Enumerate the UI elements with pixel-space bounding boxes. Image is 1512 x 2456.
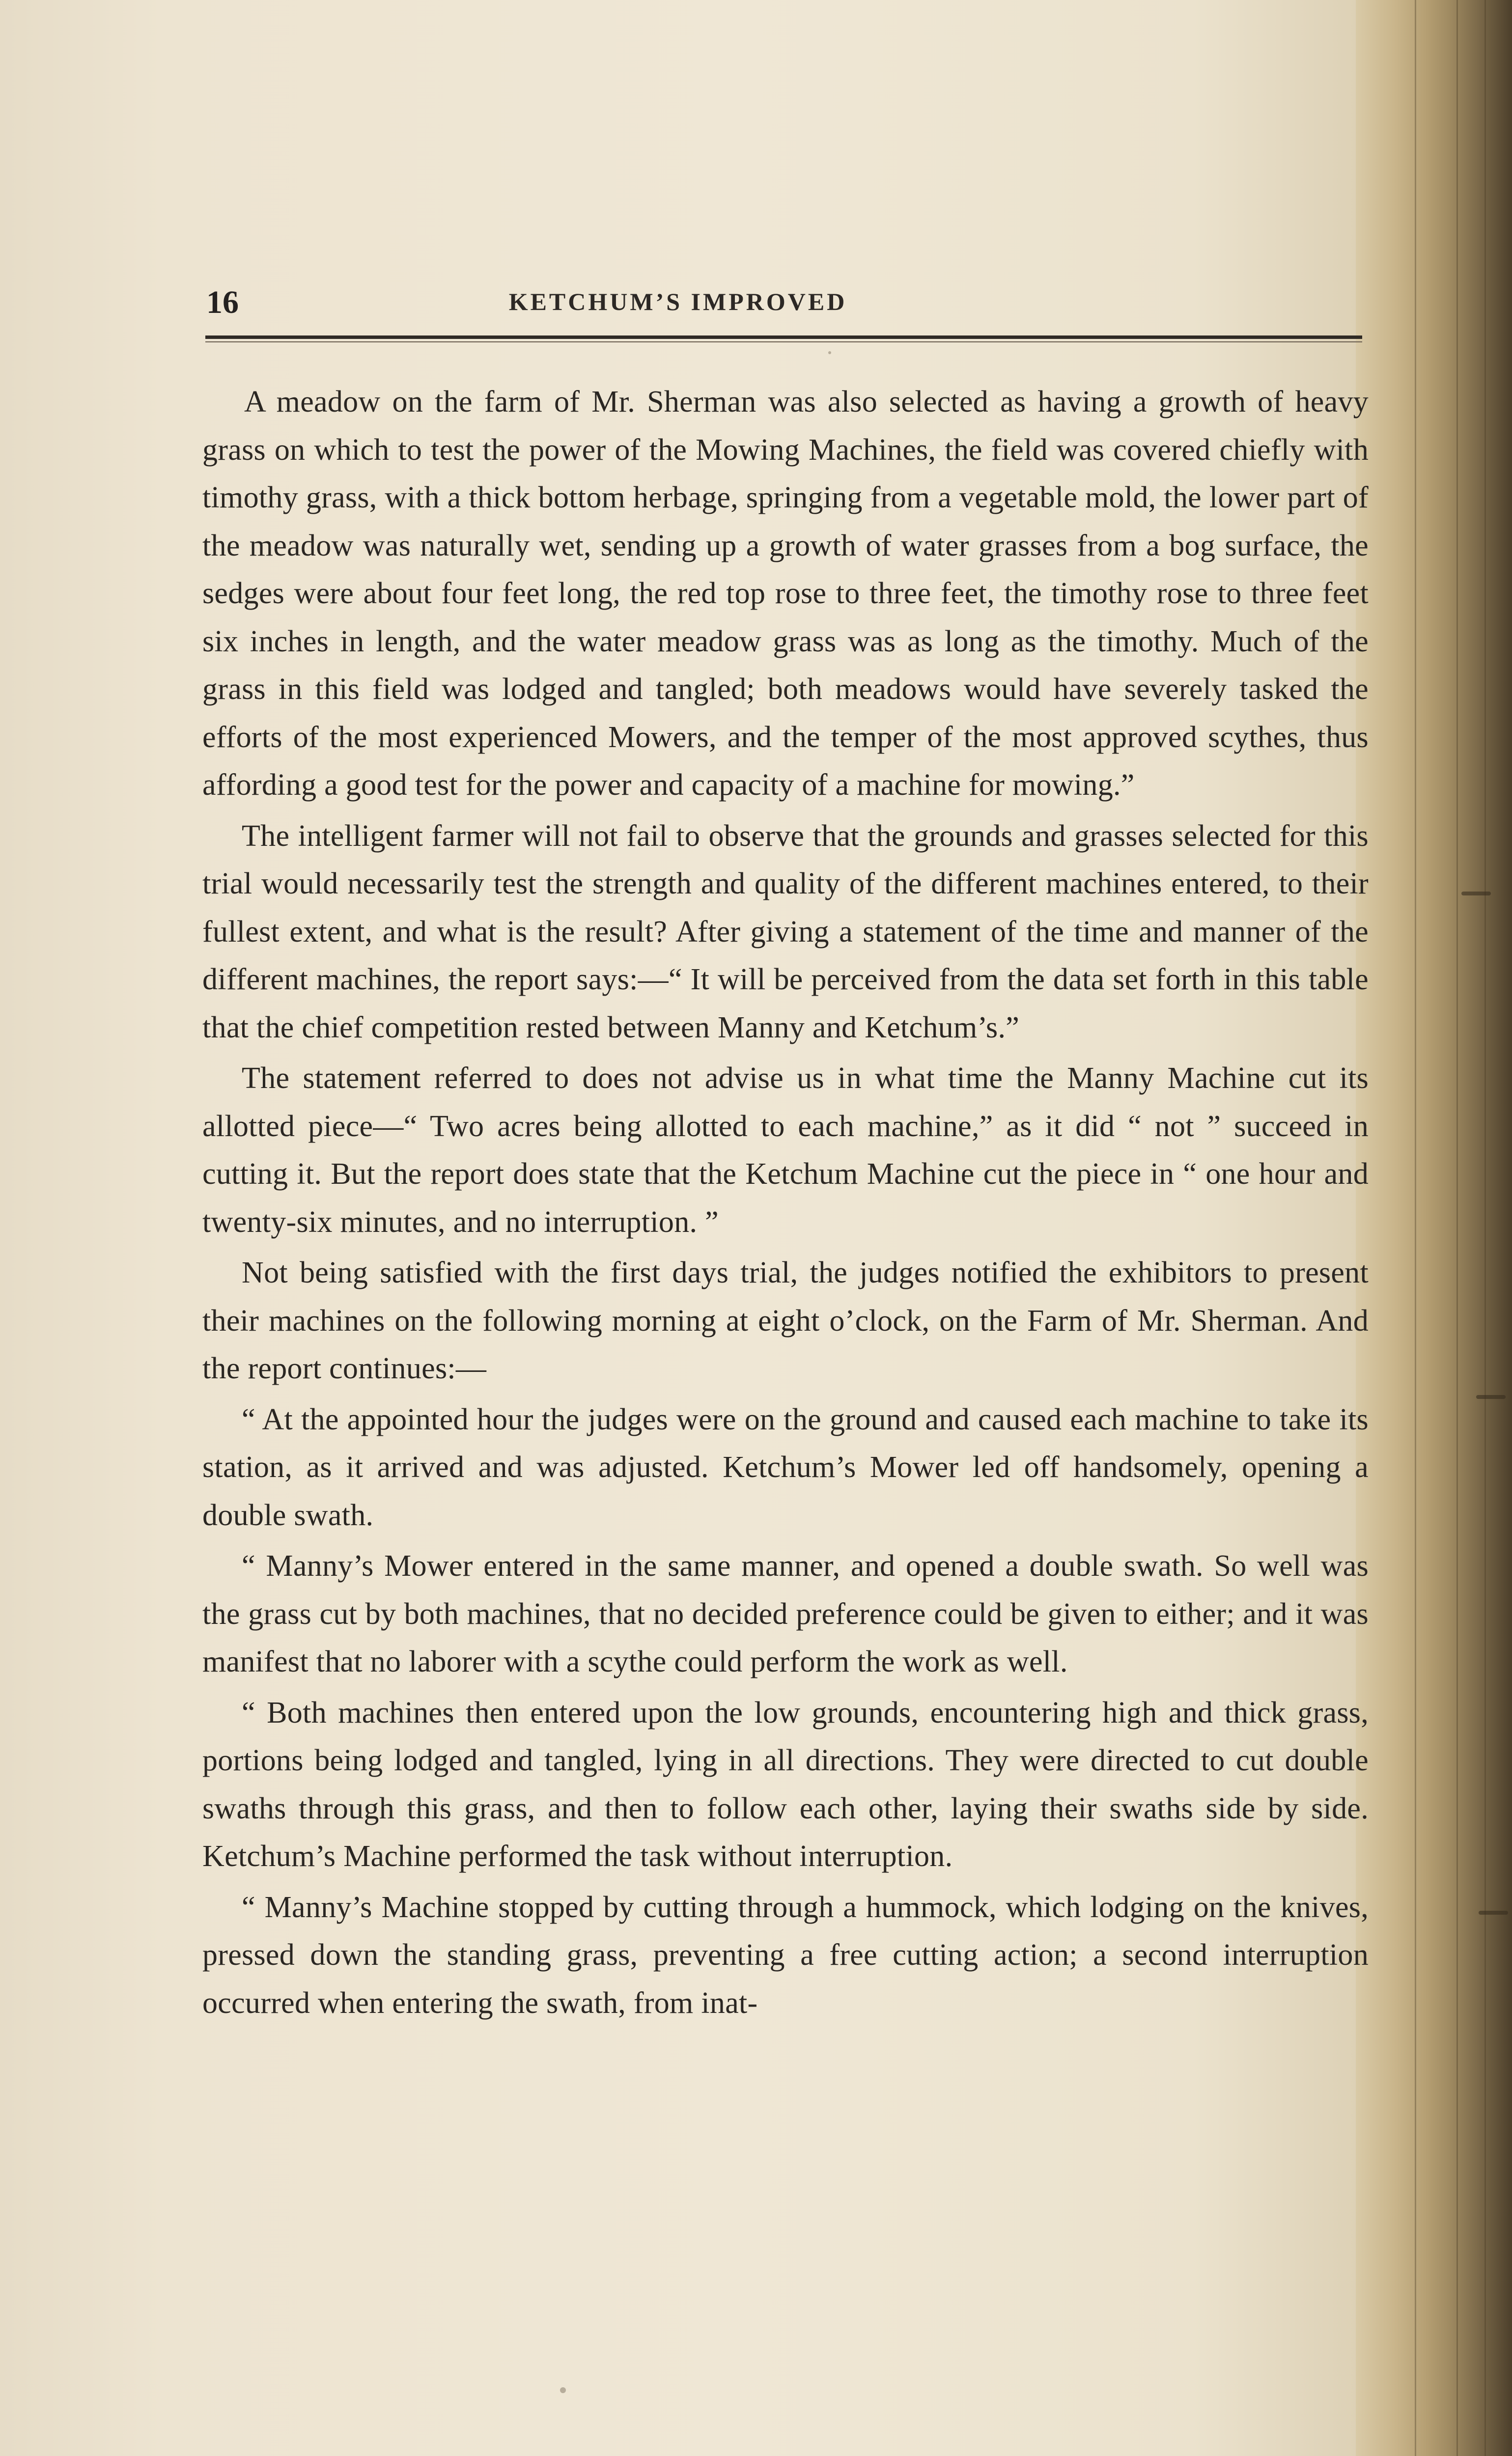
paragraph: “ Both machines then entered upon the low grounds, encountering high and thick grass, portions being lodged and tangled, lying in all directions. They were directed to cut double swaths through this grass, and then to follow each other, laying their swaths side by side. Ketchum’s Machine performed the task without interruption. bbox=[202, 1696, 1369, 1873]
running-title: KETCHUM’S IMPROVED bbox=[508, 288, 847, 315]
page-edge-line bbox=[1484, 0, 1486, 2456]
header-rule-thin bbox=[205, 341, 1362, 342]
paragraph: Not being satisfied with the first days trial, the judges notified the exhibitors to present their machines on the following morning at eight o’clock, on the Farm of Mr. Sherman. And the report continues:— bbox=[202, 1256, 1369, 1385]
paragraph: The intelligent farmer will not fail to observe that the grounds and grasses selected for this trial would necessarily test the strength and quality of the different machines entered, to their fullest extent, and what is the result? After giving a statement of the time and manner of the different machines, the report says:—“ It will be perceived from the data set forth in this table that the chief competition rested between Manny and Ketchum’s.” bbox=[202, 819, 1369, 1044]
header-rule bbox=[205, 335, 1362, 339]
page-edge-tab bbox=[1479, 1911, 1508, 1915]
paragraph: “ Manny’s Mower entered in the same manner, and opened a double swath. So well was the grass cut by both machines, that no decided preference could be given to either; and it was manifest that no laborer with a scythe could perform the work as well. bbox=[202, 1549, 1369, 1678]
paragraph: “ Manny’s Machine stopped by cutting through a hummock, which lodging on the knives, pressed down the standing grass, preventing a free cutting action; a second interruption occurred when entering the swath, from inat- bbox=[202, 1890, 1369, 2020]
paragraph: The statement referred to does not advise us in what time the Manny Machine cut its allotted piece—“ Two acres being allotted to each machine,” as it did “ not ” succeed in cutting it. But the report does state that the Ketchum Machine cut the piece in “ one hour and twenty-six minutes, and no interruption. ” bbox=[202, 1061, 1369, 1239]
paragraph: “ At the appointed hour the judges were on the ground and caused each machine to take its station, as it arrived and was adjusted. Ketchum’s Mower led off handsomely, opening a double swath. bbox=[202, 1402, 1369, 1532]
paper-speck bbox=[828, 351, 831, 354]
page-edge-line bbox=[1415, 0, 1416, 2456]
page-edge-tab bbox=[1461, 892, 1491, 895]
page-edge-line bbox=[1456, 0, 1458, 2456]
body-text bbox=[202, 378, 1369, 2030]
page-number: 16 bbox=[206, 284, 239, 320]
paragraph: A meadow on the farm of Mr. Sherman was also selected as having a growth of heavy grass on which to test the power of the Mowing Machines, the field was covered chiefly with timothy grass, with a thick bottom herbage, springing from a vegetable mold, the lower part of the meadow was naturally wet, sending up a growth of water grasses from a bog surface, the sedges were about four feet long, the red top rose to three feet, the timothy rose to three feet six inches in length, and the water meadow grass was as long as the timothy. Much of the grass in this field was lodged and tangled; both meadows would have severely tasked the efforts of the most experienced Mowers, and the temper of the most approved scythes, thus affording a good test for the power and capacity of a machine for mowing.” bbox=[202, 385, 1369, 802]
page-edge-tab bbox=[1476, 1395, 1506, 1399]
paper-speck bbox=[560, 2387, 566, 2393]
page-edge-shadow bbox=[1356, 0, 1512, 2456]
